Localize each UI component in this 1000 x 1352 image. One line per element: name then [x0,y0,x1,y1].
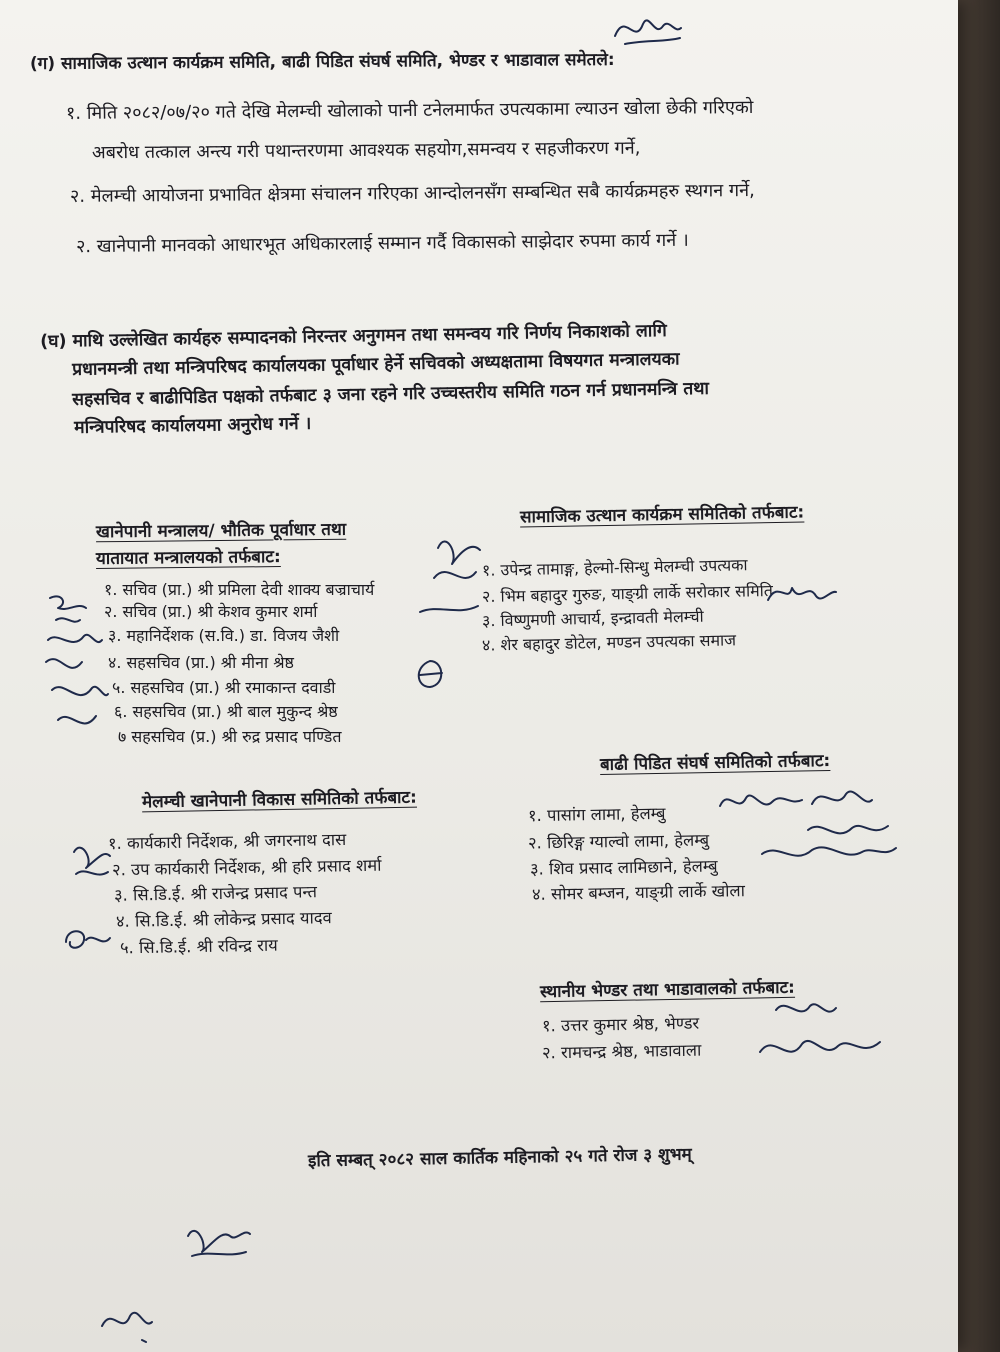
ministry-member: ५. सहसचिव (प्रा.) श्री रमाकान्त दवाडी [112,678,336,697]
ministry-member: ७ सहसचिव (प्र.) श्री रुद्र प्रसाद पण्डित [118,727,342,746]
flood-member: ४. सोमर बम्जन, याङ्ग्री लार्के खोला [531,881,746,904]
section-gha-line2: प्रधानमन्त्री तथा मन्त्रिपरिषद कार्यालयका पूर्वाधार हेर्ने सचिवको अध्यक्षतामा विषयगत मन्त्रालयका [72,349,680,380]
section-gha-line1: (घ) माथि उल्लेखित कार्यहरु सम्पादनको निरन्तर अनुगमन तथा समन्वय गरि निर्णय निकाशको लागि [40,321,667,352]
ministry-member: २. सचिव (प्रा.) श्री केशव कुमार शर्मा [104,602,318,621]
ministry-heading-line2: यातायात मन्त्रालयको तर्फबाट: [95,547,281,569]
signature-bottom-1 [178,1216,258,1266]
section-ga-item3: २. खानेपानी मानवको आधारभूत अधिकारलाई सम्मान गर्दै विकासको साझेदार रुपमा कार्य गर्ने । [75,229,689,258]
melamchi-heading: मेलम्ची खानेपानी विकास समितिको तर्फबाट: [141,787,418,813]
vendor-member: २. रामचन्द्र श्रेष्ठ, भाडावाला [541,1040,702,1063]
ministry-member: ६. सहसचिव (प्रा.) श्री बाल मुकुन्द श्रेष्ठ [114,702,338,721]
section-ga-item1-line1: १. मिति २०८२/०७/२० गते देखि मेलम्ची खोलाको पानी टनेलमार्फत उपत्यकामा ल्याउन खोला छेकी गरिएको [65,97,754,124]
signature-melamchi-4 [58,920,114,960]
melamchi-member: ३. सि.डि.ई. श्री राजेन्द्र प्रसाद पन्त [113,882,318,905]
ministry-member: १. सचिव (प्रा.) श्री प्रमिला देवी शाक्य बज्राचार्य [104,580,375,599]
social-member: ४. शेर बहादुर डोटेल, मण्डन उपत्यका समाज [481,630,737,655]
social-member: २. भिम बहादुर गुरुङ, याङ्ग्री लार्के सरोकार समिति [481,580,774,607]
social-member: ३. विष्णुमणी आचार्य, इन्द्रावती मेलम्ची [481,606,704,631]
signature-ministry-margin [38,590,108,740]
signature-top-right [605,6,685,56]
signature-melamchi-1 [64,832,114,882]
flood-heading: बाढी पिडित संघर्ष समितिको तर्फबाट: [599,750,831,776]
melamchi-member: २. उप कार्यकारी निर्देशक, श्री हरि प्रसाद शर्मा [111,855,382,880]
social-heading: सामाजिक उत्थान कार्यक्रम समितिको तर्फबाट: [519,502,805,528]
ministry-member: ३. महानिर्देशक (स.वि.) डा. विजय जैशी [108,626,340,645]
melamchi-member: ५. सि.डि.ई. श्री रविन्द्र राय [119,935,278,958]
section-ga-item2: २. मेलम्ची आयोजना प्रभावित क्षेत्रमा संचालन गरिएका आन्दोलनसँग सम्बन्धित सबै कार्यक्रमहरु स्थगन गर्ने, [69,180,755,207]
flood-member: २. छिरिङ्ग ग्याल्वो लामा, हेलम्बु [527,830,710,853]
vendor-member: १. उत्तर कुमार श्रेष्ठ, भेण्डर [541,1013,700,1036]
signature-social-3 [760,574,840,614]
signature-bottom-2 [92,1296,162,1346]
signature-social-margin [418,520,488,620]
melamchi-member: ४. सि.डि.ई. श्री लोकेन्द्र प्रसाद यादव [115,908,332,931]
section-ga-heading: (ग) सामाजिक उत्थान कार्यक्रम समिति, बाढी पिडित संघर्ष समिति, भेण्डर र भाडावाल समेतले: [29,49,615,75]
vendor-heading: स्थानीय भेण्डर तथा भाडावालको तर्फबाट: [539,977,796,1003]
section-gha-line4: मन्त्रिपरिषद कार्यालयमा अनुरोध गर्ने । [74,413,312,438]
signature-flood-members [712,778,902,878]
ministry-member: ४. सहसचिव (प्रा.) श्री मीना श्रेष्ठ [108,653,294,672]
melamchi-member: १. कार्यकारी निर्देशक, श्री जगरनाथ दास [107,829,347,854]
ministry-heading-line1: खानेपानी मन्त्रालय/ भौतिक पूर्वाधार तथा [95,519,347,543]
flood-member: १. पासांग लामा, हेलम्बु [527,803,666,826]
flood-member: ३. शिव प्रसाद लामिछाने, हेलम्बु [529,856,718,879]
section-ga-item1-line2: अबरोध तत्काल अन्त्य गरी पथान्तरणमा आवश्यक सहयोग,समन्वय र सहजीकरण गर्ने, [91,137,641,164]
signature-circle-mark [410,655,450,695]
social-member: १. उपेन्द्र तामाङ्ग, हेल्मो-सिन्धु मेलम्ची उपत्यका [481,555,748,580]
section-gha-line3: सहसचिव र बाढीपिडित पक्षको तर्फबाट ३ जना रहने गरि उच्चस्तरीय समिति गठन गर्न प्रधानमन्त्रि तथा [72,378,710,410]
desk-background [958,0,1000,1352]
closing-line: इति सम्बत् २०८२ साल कार्तिक महिनाको २५ गते रोज ३ शुभम् [307,1144,692,1172]
signature-vendors [740,996,890,1076]
